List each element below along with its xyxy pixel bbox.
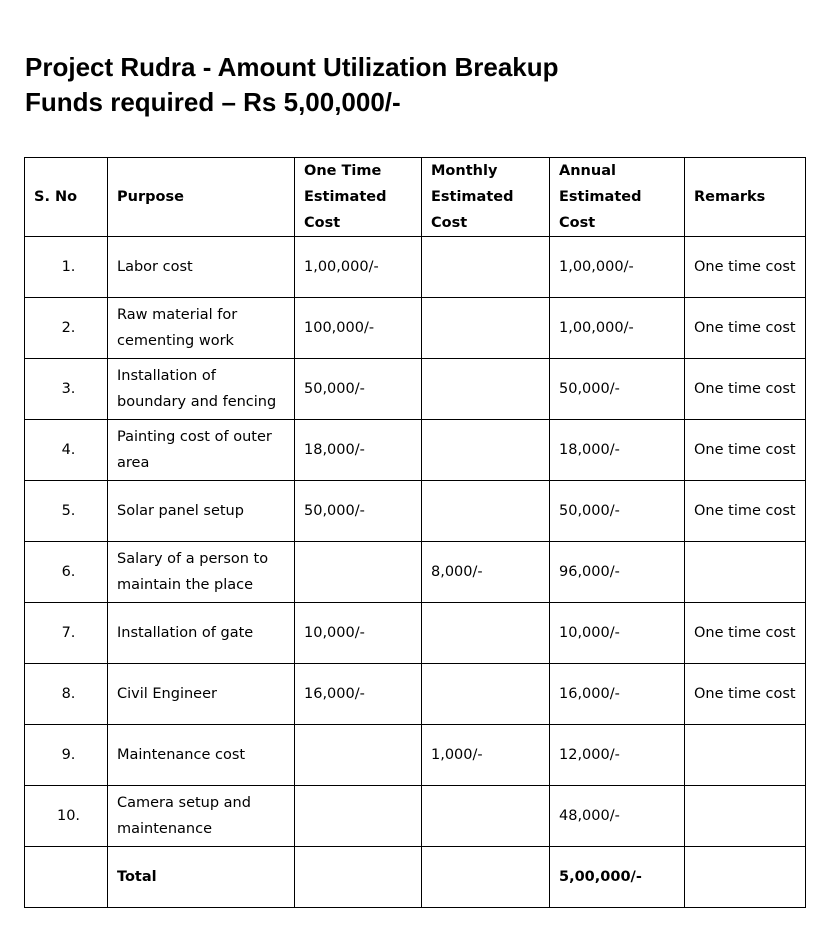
cell-purpose: Raw material for cementing work (108, 298, 295, 359)
cell-one-time-cost-empty (295, 847, 422, 908)
table-total-row (25, 847, 806, 908)
cell-monthly-cost (422, 664, 550, 725)
table-row (25, 664, 806, 725)
table-row (25, 237, 806, 298)
header-annual-cost: Annual Estimated Cost (550, 158, 685, 237)
cell-remarks: One time cost (685, 237, 806, 298)
cell-purpose: Installation of gate (108, 603, 295, 664)
cell-sno: 1. (25, 237, 108, 298)
cell-one-time-cost: 50,000/- (295, 481, 422, 542)
table-row (25, 786, 806, 847)
cell-remarks (685, 786, 806, 847)
cell-annual-cost: 50,000/- (550, 359, 685, 420)
header-remarks: Remarks (685, 158, 806, 237)
cell-purpose: Camera setup and maintenance (108, 786, 295, 847)
cell-annual-cost: 10,000/- (550, 603, 685, 664)
header-purpose: Purpose (108, 158, 295, 237)
cell-remarks: One time cost (685, 664, 806, 725)
cell-remarks: One time cost (685, 603, 806, 664)
cell-remarks-empty (685, 847, 806, 908)
header-one-time-cost: One Time Estimated Cost (295, 158, 422, 237)
cell-purpose: Installation of boundary and fencing (108, 359, 295, 420)
cell-annual-cost: 16,000/- (550, 664, 685, 725)
cell-sno: 5. (25, 481, 108, 542)
document-title (25, 50, 559, 120)
table-row (25, 603, 806, 664)
cell-one-time-cost: 18,000/- (295, 420, 422, 481)
cell-annual-cost: 50,000/- (550, 481, 685, 542)
cell-one-time-cost: 100,000/- (295, 298, 422, 359)
cell-monthly-cost (422, 603, 550, 664)
total-label: Total (108, 847, 295, 908)
cell-sno: 9. (25, 725, 108, 786)
cell-annual-cost: 96,000/- (550, 542, 685, 603)
cell-remarks: One time cost (685, 481, 806, 542)
cell-one-time-cost: 50,000/- (295, 359, 422, 420)
cell-purpose: Maintenance cost (108, 725, 295, 786)
table-row (25, 359, 806, 420)
cell-remarks: One time cost (685, 359, 806, 420)
table-row (25, 725, 806, 786)
cell-one-time-cost (295, 725, 422, 786)
table-header-row (25, 158, 806, 237)
table-row (25, 481, 806, 542)
cell-sno: 6. (25, 542, 108, 603)
cell-remarks: One time cost (685, 420, 806, 481)
cell-monthly-cost (422, 237, 550, 298)
cell-sno: 4. (25, 420, 108, 481)
cell-one-time-cost: 1,00,000/- (295, 237, 422, 298)
cell-purpose: Labor cost (108, 237, 295, 298)
cell-one-time-cost: 10,000/- (295, 603, 422, 664)
cell-purpose: Salary of a person to maintain the place (108, 542, 295, 603)
cell-one-time-cost: 16,000/- (295, 664, 422, 725)
cell-annual-cost: 48,000/- (550, 786, 685, 847)
cell-purpose: Solar panel setup (108, 481, 295, 542)
cell-monthly-cost (422, 420, 550, 481)
cell-one-time-cost (295, 542, 422, 603)
cell-monthly-cost (422, 786, 550, 847)
cell-sno: 10. (25, 786, 108, 847)
title-project: Project Rudra - Amount Utilization Breakup (25, 52, 559, 82)
cell-remarks (685, 542, 806, 603)
table-row (25, 542, 806, 603)
cell-sno: 8. (25, 664, 108, 725)
header-sno: S. No (25, 158, 108, 237)
cell-sno: 3. (25, 359, 108, 420)
cell-one-time-cost (295, 786, 422, 847)
cell-monthly-cost-empty (422, 847, 550, 908)
cell-remarks (685, 725, 806, 786)
cell-annual-cost: 18,000/- (550, 420, 685, 481)
utilization-table (24, 157, 806, 908)
cell-purpose: Painting cost of outer area (108, 420, 295, 481)
cell-monthly-cost: 8,000/- (422, 542, 550, 603)
cell-monthly-cost (422, 298, 550, 359)
total-annual-cost: 5,00,000/- (550, 847, 685, 908)
cell-purpose: Civil Engineer (108, 664, 295, 725)
table-row (25, 298, 806, 359)
cell-remarks: One time cost (685, 298, 806, 359)
cell-sno: 7. (25, 603, 108, 664)
cell-sno: 2. (25, 298, 108, 359)
cell-monthly-cost (422, 481, 550, 542)
cell-sno-empty (25, 847, 108, 908)
cell-annual-cost: 12,000/- (550, 725, 685, 786)
cell-monthly-cost (422, 359, 550, 420)
header-monthly-cost: Monthly Estimated Cost (422, 158, 550, 237)
cell-annual-cost: 1,00,000/- (550, 237, 685, 298)
table-row (25, 420, 806, 481)
cell-monthly-cost: 1,000/- (422, 725, 550, 786)
cell-annual-cost: 1,00,000/- (550, 298, 685, 359)
title-funds-required: Funds required – Rs 5,00,000/- (25, 87, 401, 117)
